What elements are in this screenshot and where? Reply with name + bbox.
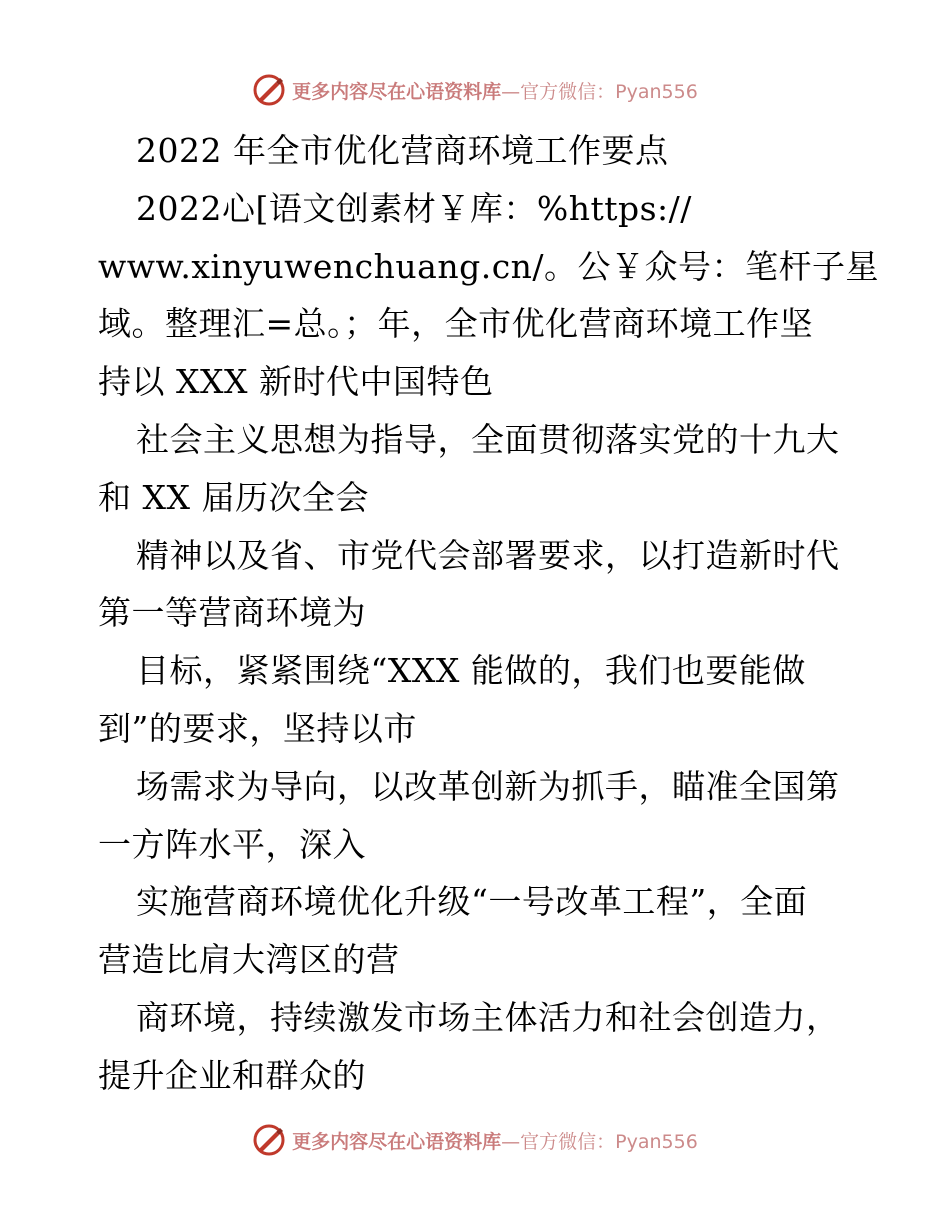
- doc-line: 和 XX 届历次全会: [98, 477, 369, 517]
- doc-line: 到”的要求，坚持以市: [98, 708, 417, 748]
- doc-line: 社会主义思想为指导，全面贯彻落实党的十九大: [136, 419, 840, 459]
- doc-title: 2022 年全市优化营商环境工作要点: [136, 131, 669, 170]
- pen-logo-icon: [252, 1123, 286, 1157]
- doc-line: 场需求为导向，以改革创新为抓手，瞄准全国第: [136, 766, 840, 806]
- document-body: [98, 122, 880, 1105]
- watermark-text: 更多内容尽在心语资料库—官方微信：Pyan556: [292, 1130, 698, 1153]
- doc-line: 域。整理汇=总。；年，全市优化营商环境工作坚: [98, 304, 814, 344]
- watermark-text: 更多内容尽在心语资料库—官方微信：Pyan556: [292, 80, 698, 103]
- footer-watermark: [0, 1120, 950, 1160]
- doc-line: 商环境，持续激发市场主体活力和社会创造力，: [136, 997, 840, 1037]
- doc-line: 持以 XXX 新时代中国特色: [98, 362, 494, 402]
- doc-line: www.xinyuwenchuang.cn/。公￥众号：笔杆子星: [98, 246, 880, 286]
- pen-logo-icon: [252, 73, 286, 107]
- doc-line: 营造比肩大湾区的营: [98, 940, 400, 980]
- doc-line: 第一等营商环境为: [98, 593, 366, 633]
- doc-line: 2022心[语文创素材￥库：%https://: [136, 188, 692, 228]
- doc-line: 提升企业和群众的: [98, 1055, 366, 1095]
- doc-line: 一方阵水平，深入: [98, 824, 366, 864]
- doc-line: 精神以及省、市党代会部署要求，以打造新时代: [136, 535, 840, 575]
- header-watermark: [0, 70, 950, 110]
- doc-line: 实施营商环境优化升级“一号改革工程”，全面: [136, 882, 808, 922]
- doc-line: 目标，紧紧围绕“XXX 能做的，我们也要能做: [136, 651, 806, 691]
